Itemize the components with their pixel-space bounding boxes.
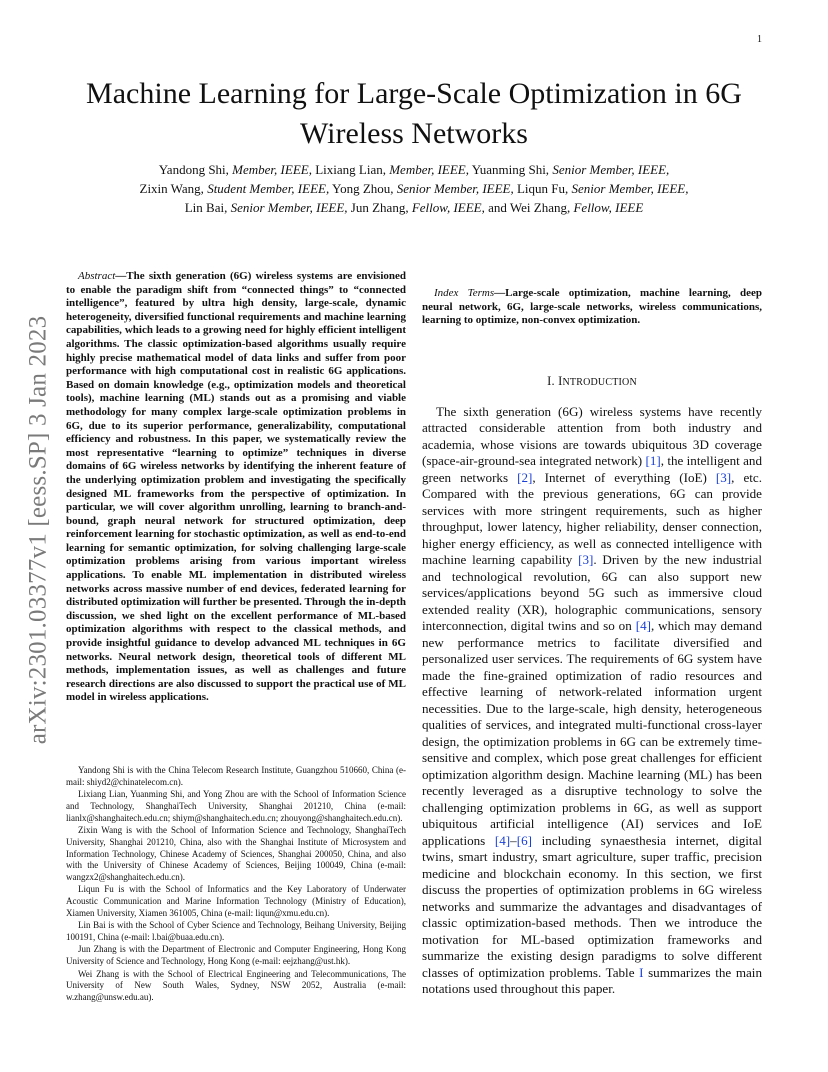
author-role: Senior Member, IEEE,	[552, 162, 670, 177]
citation-link[interactable]: [2]	[517, 469, 533, 485]
intro-text: , the intelligent and green networks	[422, 453, 762, 485]
footnote: Lixiang Lian, Yuanming Shi, and Yong Zhou are with the School of Information Science and Technology, ShanghaiTech University, Shanghai 201210, China (e-mail: lianlx@shanghaitech.edu.cn; shiym@shanghaitech.edu.cn; zhouyong@shanghaitech.edu.cn).	[66, 789, 406, 823]
arxiv-stamp	[20, 300, 56, 760]
author-role: Fellow, IEEE	[573, 200, 644, 215]
intro-text: , etc. Compared with the previous generations, 6G can provide services with more stringent requirements, such as higher throughput, lower latency, higher reliability, denser connection, higher energy efficiency, as well as connected intelligence with machine learning capability	[422, 469, 762, 568]
abstract	[66, 270, 406, 705]
author-name: Liqun Fu,	[513, 181, 572, 196]
author-role: Student Member, IEEE,	[207, 181, 330, 196]
author-name: Jun Zhang,	[347, 200, 412, 215]
intro-text: including synaesthesia internet, digital twins, smart industry, smart agriculture, super traffic, precision medicine and blockchain economy. In this section, we first discuss the properties of optimization problems in 6G wireless networks and summarize the advantages and disadvantages of classic optimization-based methods. Then we introduce the motivation for ML-based optimization frameworks and summarize the existing design paradigms to solve different classes of optimization problems. Table	[422, 832, 762, 980]
index-terms	[422, 287, 762, 328]
citation-link[interactable]: [4]	[494, 832, 511, 848]
author-name: Yandong Shi,	[158, 162, 233, 177]
arxiv-stamp-text: arXiv:2301.03377v1 [eess.SP] 3 Jan 2023	[24, 315, 52, 745]
section-number: I.	[547, 373, 555, 388]
author-name: and Wei Zhang,	[484, 200, 574, 215]
introduction-paragraph	[422, 404, 762, 998]
section-heading-introduction	[422, 374, 762, 389]
author-role: Senior Member, IEEE,	[571, 181, 689, 196]
footnote: Jun Zhang is with the Department of Electronic and Computer Engineering, Hong Kong University of Science and Technology, Hong Kong (e-mail: eejzhang@ust.hk).	[66, 944, 406, 967]
author-role: Senior Member, IEEE,	[396, 181, 514, 196]
section-title-rest: NTRODUCTION	[562, 376, 637, 388]
citation-link[interactable]: [1]	[645, 453, 661, 469]
footnote: Yandong Shi is with the China Telecom Research Institute, Guangzhou 510660, China (e-mail: shiyd2@chinatelecom.cn).	[66, 765, 406, 787]
author-line-2	[70, 179, 758, 198]
paper-title: Machine Learning for Large-Scale Optimization in 6G Wireless Networks	[86, 77, 742, 150]
author-role: Fellow, IEEE,	[411, 200, 485, 215]
index-terms-dash: —	[494, 287, 506, 299]
author-line-3	[70, 198, 758, 217]
abstract-dash: —	[115, 270, 127, 282]
intro-text: , Internet of everything (IoE)	[532, 469, 716, 485]
footnote: Wei Zhang is with the School of Electrical Engineering and Telecommunications, The University of New South Wales, Sydney, NSW 2052, Australia (e-mail: w.zhang@unsw.edu.au).	[66, 968, 406, 1003]
author-footnotes	[66, 765, 406, 1004]
author-name: Yong Zhou,	[329, 181, 397, 196]
page-number: 1	[757, 34, 762, 45]
intro-text: –	[510, 832, 517, 848]
author-name: Zixin Wang,	[139, 181, 208, 196]
author-line-1	[70, 160, 758, 179]
author-name: Yuanming Shi,	[469, 162, 553, 177]
table-reference-link[interactable]: I	[639, 964, 644, 980]
author-name: Lin Bai,	[184, 200, 231, 215]
intro-text: , which may demand new performance metrics to facilitate diversified and personalized user services. The requirements of 6G system have made the fine-grained optimization of radio resources and effective learning of network-related information urgent necessities. Due to the large-scale, high density, heterogeneous qualities of services, and integrated multi-functional cross-layer design, the optimization problems in 6G can be extremely time-sensitive and complex, which pose great challenges for efficient optimization algorithm design. Machine learning (ML) has been recently leveraged as a disruptive technology to solve the challenging optimization problems in 6G, as well as support ubiquitous artificial intelligence (AI) services and IoE applications	[422, 618, 763, 848]
author-list	[70, 160, 758, 217]
right-column	[422, 270, 762, 998]
author-role: Member, IEEE,	[389, 162, 469, 177]
author-role: Senior Member, IEEE,	[230, 200, 348, 215]
intro-text: The sixth generation (6G) wireless systems have recently attracted considerable attention from both industry and academia, whose visions are towards ubiquitous 3D coverage (space-air-ground-sea integrated network)	[422, 403, 762, 469]
footnote: Lin Bai is with the School of Cyber Science and Technology, Beihang University, Beijing 100191, China (e-mail: l.bai@buaa.edu.cn).	[66, 920, 406, 943]
index-terms-label: Index Terms	[434, 287, 495, 299]
intro-text: . Driven by the new industrial and technological revolution, 6G can also support new services/applications beyond 5G such as immersive cloud extended reality (XR), holographic communications, sensory interconnection, digital twins and so on	[422, 552, 762, 634]
abstract-label: Abstract	[78, 270, 116, 282]
intro-text: summarizes the main notations used throughout this paper.	[422, 964, 762, 997]
abstract-text: The sixth generation (6G) wireless systems are envisioned to enable the paradigm shift from “connected things” to “connected intelligence”, featured by ultra high density, large-scale, dynamic heterogeneity, diversified functional requirements and machine learning capabilities, which leads to a growing need for highly efficient intelligent algorithms. The classic optimization-based algorithms usually require highly precise mathematical model of data links and suffer from poor performance with high computational cost in realistic 6G applications. Based on domain knowledge (e.g., optimization models and theoretical tools), machine learning (ML) stands out as a promising and viable methodology for many complex large-scale optimization problems in 6G, due to its superior performance, generalizability, computational efficiency and robustness. In this paper, we systematically review the most representative “learning to optimize” techniques in diverse domains of 6G wireless networks by identifying the inherent feature of the underlying optimization problem and investigating the specifically designed ML frameworks from the perspective of optimization. In particular, we will cover algorithm unrolling, learning to branch-and-bound, graph neural network for structured optimization, deep reinforcement learning for stochastic optimization, as well as end-to-end learning for semantic optimization, for solving challenging large-scale optimization problems arising from various important wireless applications. To enable ML implementation in distributed wireless networks across massive number of end devices, federated learning for distributed optimization will further be presented. Through the in-depth discussion, we shed light on the excellent performance of ML-based optimization algorithms with respect to the classical methods, and provide insightful guidance to develop advanced ML techniques in 6G networks. Neural network design, theoretical tools of different ML methods, implementation issues, as well as challenges and future research directions are also discussed to support the practical use of ML model in wireless applications.	[66, 270, 406, 704]
footnote: Zixin Wang is with the School of Information Science and Technology, ShanghaiTech University, Shanghai 201210, China, also with the Shanghai Institute of Microsystem and Information Technology, Chinese Academy of Sciences, Shanghai 200050, China, and also with the University of Chinese Academy of Sciences, Beijing 100049, China (e-mail: wangzx2@shanghaitech.edu.cn).	[66, 824, 406, 883]
citation-link[interactable]: [4]	[635, 618, 651, 634]
author-name: Lixiang Lian,	[311, 162, 390, 177]
index-terms-text: Large-scale optimization, machine learning, deep neural network, 6G, large-scale networks, wireless communications, learning to optimize, non-convex optimization.	[422, 287, 762, 327]
left-column	[66, 270, 406, 1004]
footnote: Liqun Fu is with the School of Informatics and the Key Laboratory of Underwater Acoustic Communication and Marine Information Technology (Ministry of Education), Xiamen University, Xiamen 361005, China (e-mail: liqun@xmu.edu.cn).	[66, 884, 406, 919]
author-role: Member, IEEE,	[232, 162, 312, 177]
citation-link[interactable]: [3]	[578, 552, 594, 568]
section-title-initial: I	[558, 373, 563, 388]
citation-link[interactable]: [6]	[516, 832, 532, 848]
citation-link[interactable]: [3]	[715, 469, 732, 485]
